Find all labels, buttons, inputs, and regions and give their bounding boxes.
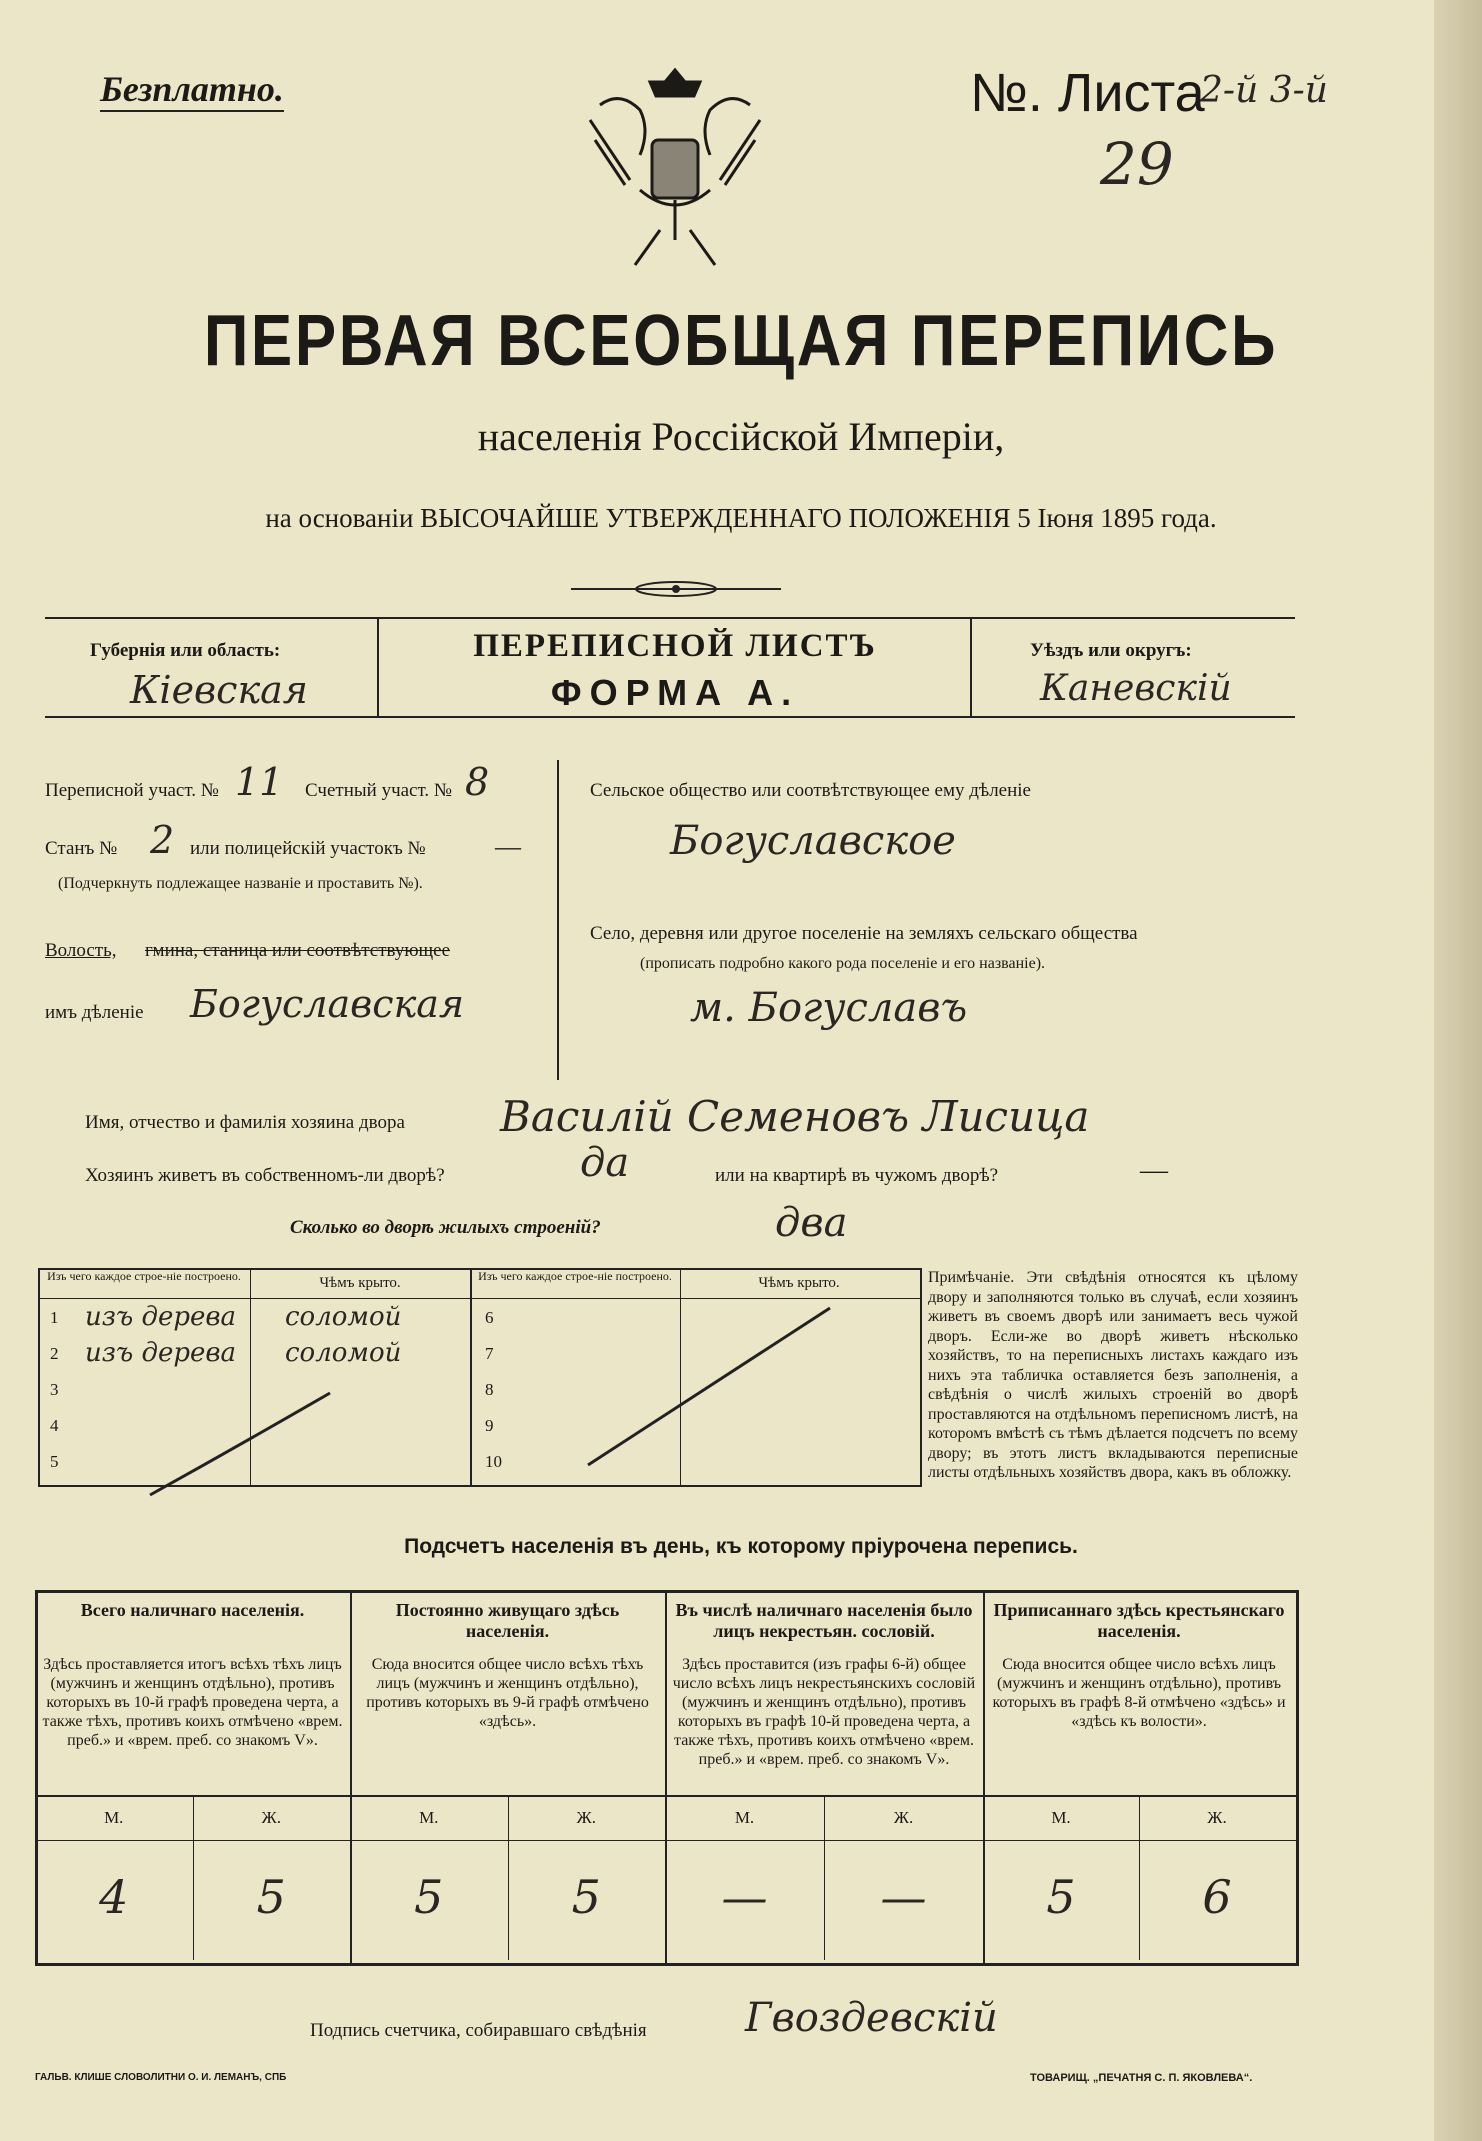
strike-line — [140, 1385, 340, 1505]
female-header: Ж. — [576, 1808, 596, 1827]
volost-value: Богуславская — [190, 982, 465, 1026]
volost-label: Волость, — [45, 940, 117, 961]
row-number: 10 — [485, 1452, 502, 1471]
row-number: 3 — [50, 1380, 59, 1399]
count-col-header: Постоянно живущаго здѣсь населенія. — [395, 1600, 620, 1641]
rule-line — [45, 617, 1295, 619]
rule-line — [377, 617, 379, 718]
page-subtitle: населенія Россійской Имперіи, — [477, 414, 1005, 459]
village-note: (прописать подробно какого рода поселеніе и его названіе). — [640, 955, 1046, 972]
rule-line — [970, 617, 972, 718]
police-label: или полицейскій участокъ № — [190, 838, 426, 859]
rule-line — [38, 1298, 920, 1299]
rule-line — [193, 1795, 194, 1960]
sheet-number-value: 2-й 3-й — [1200, 70, 1328, 111]
strike-line — [580, 1300, 840, 1470]
male-count: 5 — [1046, 1870, 1076, 1924]
rent-value: — — [1140, 1155, 1168, 1186]
owner-name-value: Василій Семеновъ Лисица — [500, 1092, 1090, 1141]
male-header: М. — [1051, 1808, 1071, 1827]
uezd-label: Уѣздъ или округъ: — [1030, 640, 1192, 661]
building-roof: соломой — [285, 1302, 402, 1332]
male-count: — — [721, 1870, 768, 1924]
uezd-value: Каневскій — [1040, 668, 1232, 709]
society-label: Сельское общество или соотвѣтствующее ему дѣленіе — [590, 780, 1031, 801]
female-header: Ж. — [1207, 1808, 1227, 1827]
row-number: 8 — [485, 1380, 494, 1399]
gubernia-value: Кіевская — [130, 668, 308, 712]
count-area-label: Счетный участ. № — [305, 780, 452, 801]
gubernia-label: Губернія или область: — [90, 640, 281, 661]
volost-alt-label: гмина, станица или соотвѣтствующее — [145, 940, 451, 961]
buildings-note: Примѣчаніе. Эти свѣдѣнія относятся къ цѣлому двору и заполняются только въ случаѣ, если хозяинъ живетъ въ своемъ дворѣ или занимаетъ весь чужой дворъ. Если-же во дворѣ живетъ нѣсколько хозяйствъ, то на переписныхъ листахъ каждаго изъ нихъ эта табличка оставляется безъ заполненія, а свѣдѣнія о числѣ жилыхъ строеній во дворѣ проставляются на отдѣльномъ переписномъ листѣ, на которомъ вмѣстѣ съ тѣмъ дѣлается подсчетъ по всему двору; въ этотъ листъ вкладываются переписные листы отдѣльныхъ хозяйствъ двора, какъ въ обложку. — [928, 1269, 1298, 1481]
volost-division-label: имъ дѣленіе — [45, 1002, 144, 1023]
male-count: 5 — [414, 1870, 444, 1924]
own-yard-label: Хозяинъ живетъ въ собственномъ-ли дворѣ? — [85, 1165, 445, 1186]
rent-label: или на квартирѣ въ чужомъ дворѣ? — [715, 1165, 999, 1186]
signature-label: Подпись счетчика, собиравшаго свѣдѣнія — [310, 2020, 647, 2041]
rule-line — [45, 716, 1295, 718]
row-number: 6 — [485, 1308, 494, 1327]
census-area-value: 11 — [235, 760, 284, 804]
female-count: 6 — [1202, 1870, 1232, 1924]
male-header: М. — [104, 1808, 124, 1827]
rule-line — [557, 760, 559, 1080]
count-col-header: Всего наличнаго населенія. — [80, 1600, 305, 1620]
sheet-number-extra: 29 — [1100, 130, 1174, 198]
police-value: — — [495, 832, 521, 861]
rule-line — [508, 1795, 509, 1960]
row-number: 2 — [50, 1344, 59, 1363]
row-number: 5 — [50, 1452, 59, 1471]
page-title: ПЕРВАЯ ВСЕОБЩАЯ ПЕРЕПИСЬ — [203, 301, 1279, 381]
page-basis: на основаніи ВЫСОЧАЙШЕ УТВЕРЖДЕННАГО ПОЛОЖЕНІЯ 5 Іюня 1895 года. — [265, 503, 1217, 533]
society-value: Богуславское — [670, 818, 956, 864]
sheet-number-label: №. Листа — [970, 63, 1205, 123]
building-roof: соломой — [285, 1338, 402, 1368]
rule-line — [1139, 1795, 1140, 1960]
underline-note: (Подчеркнуть подлежащее названіе и проставить №). — [58, 875, 423, 892]
stan-value: 2 — [150, 818, 175, 862]
male-count: 4 — [99, 1870, 129, 1924]
census-area-label: Переписной участ. № — [45, 780, 219, 801]
building-material: изъ дерева — [85, 1338, 237, 1368]
footer-left: ГАЛЬВ. КЛИШЕ СЛОВОЛИТНИ О. И. ЛЕМАНЪ, СПБ — [35, 2072, 287, 2083]
male-header: М. — [734, 1808, 755, 1827]
count-col-desc: Здѣсь проставится (изъ графы 6-й) общее число всѣхъ лицъ некрестьянскихъ сословій (мужчинъ и женщинъ отдѣльно), противъ которыхъ въ графѣ 10-й проведена черта, а также тѣхъ, противъ коихъ отмѣчено «врем. преб.» и «врем. преб. со знакомъ V». — [672, 1656, 976, 1768]
col-material-header: Изъ чего каждое строе-ніе построено. — [47, 1269, 241, 1283]
female-count: 5 — [256, 1870, 286, 1924]
row-number: 9 — [485, 1416, 494, 1435]
building-material: изъ дерева — [85, 1302, 237, 1332]
free-label: Безплатно. — [100, 68, 284, 112]
row-number: 4 — [50, 1416, 59, 1435]
buildings-label: Сколько во дворѣ жилыхъ строеній? — [290, 1217, 601, 1238]
own-yard-value: да — [580, 1140, 630, 1186]
coat-of-arms-icon — [580, 60, 770, 280]
rule-line — [824, 1795, 825, 1960]
female-header: Ж. — [893, 1808, 914, 1827]
buildings-value: два — [775, 1200, 848, 1246]
female-header: Ж. — [261, 1808, 281, 1827]
count-col-header: Въ числѣ наличнаго населенія было лицъ некрестьян. сословій. — [675, 1600, 973, 1641]
col-roof-header: Чѣмъ крыто. — [319, 1275, 401, 1291]
stan-label: Станъ № — [45, 838, 118, 859]
col-material-header: Изъ чего каждое строе-ніе построено. — [478, 1269, 672, 1283]
owner-name-label: Имя, отчество и фамилія хозяина двора — [85, 1112, 405, 1133]
form-name: ФОРМА А. — [550, 672, 800, 713]
row-number: 7 — [485, 1344, 494, 1363]
female-count: — — [880, 1870, 927, 1924]
row-number: 1 — [50, 1308, 59, 1327]
count-col-desc: Сюда вносится общее число всѣхъ тѣхъ лицъ (мужчинъ и женщинъ отдѣльно), противъ которыхъ въ 9-й графѣ отмѣчено «здѣсь». — [366, 1656, 649, 1730]
footer-right: ТОВАРИЩ. „ПЕЧАТНЯ С. П. ЯКОВЛЕВА“. — [1030, 2072, 1253, 2084]
female-count: 5 — [571, 1870, 601, 1924]
village-value: м. Богуславъ — [690, 985, 968, 1031]
village-label: Село, деревня или другое поселеніе на земляхъ сельскаго общества — [590, 923, 1138, 944]
rule-line — [470, 1268, 472, 1485]
count-area-value: 8 — [465, 760, 490, 804]
male-header: М. — [419, 1808, 439, 1827]
count-col-desc: Здѣсь проставляется итогъ всѣхъ тѣхъ лицъ (мужчинъ и женщинъ отдѣльно), противъ которыхъ въ 10-й графѣ проведена черта, а также тѣхъ, противъ коихъ отмѣчено «врем. преб.» и «врем. преб. со знакомъ V». — [42, 1656, 343, 1749]
signature-value: Гвоздевскій — [745, 1995, 998, 2041]
count-col-desc: Сюда вносится общее число всѣхъ лицъ (мужчинъ и женщинъ отдѣльно), противъ которыхъ въ графѣ 8-й отмѣчено «здѣсь» и «здѣсь къ волости». — [992, 1656, 1286, 1730]
count-col-header: Приписаннаго здѣсь крестьянскаго населенія. — [993, 1600, 1285, 1641]
col-roof-header: Чѣмъ крыто. — [758, 1275, 840, 1291]
ornament-divider-icon — [571, 577, 781, 601]
form-title: ПЕРЕПИСНОЙ ЛИСТЪ — [473, 628, 877, 664]
count-title: Подсчетъ населенія въ день, къ которому пріурочена перепись. — [404, 1535, 1078, 1558]
